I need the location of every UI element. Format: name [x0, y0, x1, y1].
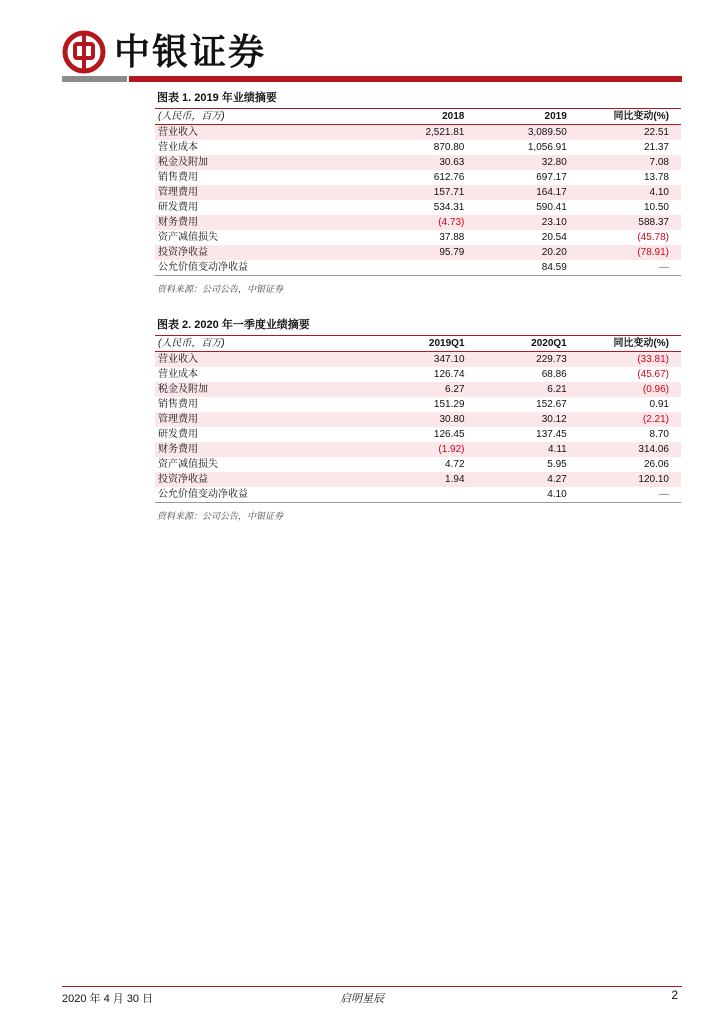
cell-value-a: 95.79: [378, 245, 480, 260]
cell-value-change: (2.21): [583, 412, 681, 427]
figure-2-table: [155, 336, 681, 503]
cell-value-a: 157.71: [378, 185, 480, 200]
cell-value-change: 0.91: [649, 399, 669, 410]
col-header-2019q1: 2019Q1: [378, 336, 480, 352]
table-row: [155, 245, 681, 260]
cell-value-change: (45.67): [637, 369, 669, 380]
cell-value-change: (78.91): [583, 245, 681, 260]
cell-value-b: 229.73: [481, 352, 583, 368]
footer-rule: [62, 986, 682, 987]
cell-value-a: 4.72: [445, 459, 465, 470]
row-label: 营业收入: [155, 352, 378, 368]
cell-value-a: 347.10: [378, 352, 480, 368]
row-label: 财务费用: [155, 215, 378, 230]
cell-value-change: 10.50: [643, 202, 669, 213]
cell-value-b: 20.54: [541, 232, 567, 243]
table-row: [155, 457, 681, 472]
cell-value-a: [378, 260, 480, 276]
table-row: [155, 412, 681, 427]
table-row: [155, 140, 681, 155]
footer-date: 2020 年 4 月 30 日: [62, 993, 154, 1005]
row-label: 营业成本: [158, 369, 198, 380]
col-header-yoy: 同比变动(%): [583, 336, 681, 352]
cell-value-change: 7.08: [583, 155, 681, 170]
cell-value-b: 1,056.91: [527, 142, 567, 153]
cell-value-b: 84.59: [480, 260, 582, 276]
cell-value-a: 1.94: [378, 472, 480, 487]
table-row: [155, 367, 681, 382]
cell-value-change: 26.06: [643, 459, 669, 470]
table-row: [155, 382, 681, 397]
cell-value-change: 314.06: [583, 442, 681, 457]
row-label: 销售费用: [158, 399, 198, 410]
col-header-2019: 2019: [480, 109, 582, 125]
unit-label: (人民币，百万): [155, 109, 378, 125]
table-row: [155, 185, 681, 200]
table-row: [155, 170, 681, 185]
cell-value-b: 23.10: [480, 215, 582, 230]
row-label: 管理费用: [155, 412, 378, 427]
cell-value-a: 612.76: [433, 172, 465, 183]
cell-value-a: 534.31: [433, 202, 465, 213]
figure-2-title: 图表 2. 2020 年一季度业绩摘要: [155, 315, 681, 336]
cell-value-change: (33.81): [583, 352, 681, 368]
cell-value-change: 8.70: [649, 429, 669, 440]
row-label: 税金及附加: [155, 382, 378, 397]
figure-1: [155, 88, 681, 295]
row-label: 公允价值变动净收益: [155, 487, 378, 503]
cell-value-b: 164.17: [480, 185, 582, 200]
col-header-2020q1: 2020Q1: [481, 336, 583, 352]
cell-value-change: —: [583, 487, 681, 503]
row-label: 管理费用: [155, 185, 378, 200]
table-header-row: [155, 336, 681, 352]
cell-value-a: 151.29: [433, 399, 465, 410]
row-label: 公允价值变动净收益: [155, 260, 378, 276]
page-number: 2: [671, 988, 678, 1002]
figure-1-source: 资料来源：公司公告，中银证券: [157, 284, 284, 294]
cell-value-change: 588.37: [583, 215, 681, 230]
table-row: [155, 427, 681, 442]
cell-value-change: —: [583, 260, 681, 276]
cell-value-change: 13.78: [643, 172, 669, 183]
cell-value-a: 37.88: [439, 232, 465, 243]
table-row: [155, 397, 681, 412]
figure-1-table: [155, 109, 681, 276]
table-row: [155, 215, 681, 230]
cell-value-b: 5.95: [547, 459, 567, 470]
row-label: 资产减值损失: [158, 232, 218, 243]
cell-value-a: 870.80: [433, 142, 465, 153]
col-header-yoy: 同比变动(%): [583, 109, 681, 125]
brand-name: 中银证券: [114, 31, 267, 73]
row-label: 财务费用: [155, 442, 378, 457]
table-header-row: [155, 109, 681, 125]
cell-value-change: 4.10: [583, 185, 681, 200]
row-label: 营业收入: [155, 125, 378, 141]
cell-value-a: 30.63: [378, 155, 480, 170]
row-label: 投资净收益: [155, 472, 378, 487]
cell-value-b: 697.17: [536, 172, 567, 183]
cell-value-a: 6.27: [378, 382, 480, 397]
table-row: [155, 487, 681, 503]
footer-title: 启明星辰: [340, 993, 384, 1005]
cell-value-change: 120.10: [583, 472, 681, 487]
cell-value-b: 30.12: [481, 412, 583, 427]
table-row: [155, 442, 681, 457]
cell-value-change: 22.51: [583, 125, 681, 141]
table-row: [155, 472, 681, 487]
cell-value-b: 4.10: [481, 487, 583, 503]
header-rule-red: [129, 76, 682, 82]
col-header-2018: 2018: [378, 109, 480, 125]
figure-2-source: 资料来源：公司公告，中银证券: [157, 511, 284, 521]
table-row: [155, 125, 681, 141]
header-rule-grey: [62, 76, 127, 82]
unit-label: (人民币，百万): [155, 336, 378, 352]
cell-value-b: 6.21: [481, 382, 583, 397]
row-label: 研发费用: [158, 429, 198, 440]
cell-value-a: [378, 487, 480, 503]
cell-value-a: 30.80: [378, 412, 480, 427]
cell-value-b: 4.11: [481, 442, 583, 457]
row-label: 税金及附加: [155, 155, 378, 170]
table-row: [155, 155, 681, 170]
table-row: [155, 352, 681, 368]
figure-1-title: 图表 1. 2019 年业绩摘要: [155, 88, 681, 109]
cell-value-b: 4.27: [481, 472, 583, 487]
cell-value-change: 21.37: [643, 142, 669, 153]
cell-value-b: 68.86: [541, 369, 567, 380]
row-label: 资产减值损失: [158, 459, 218, 470]
row-label: 投资净收益: [155, 245, 378, 260]
figure-2: [155, 315, 681, 522]
cell-value-b: 20.20: [480, 245, 582, 260]
bank-of-china-logo-icon: [62, 30, 106, 74]
row-label: 营业成本: [158, 142, 198, 153]
cell-value-b: 152.67: [536, 399, 567, 410]
table-row: [155, 200, 681, 215]
cell-value-b: 590.41: [536, 202, 567, 213]
cell-value-b: 3,089.50: [480, 125, 582, 141]
cell-value-a: (4.73): [378, 215, 480, 230]
row-label: 研发费用: [158, 202, 198, 213]
cell-value-a: 126.45: [433, 429, 465, 440]
cell-value-a: (1.92): [378, 442, 480, 457]
table-row: [155, 230, 681, 245]
report-header: [62, 30, 682, 82]
row-label: 销售费用: [158, 172, 198, 183]
cell-value-change: (0.96): [583, 382, 681, 397]
table-row: [155, 260, 681, 276]
cell-value-b: 32.80: [480, 155, 582, 170]
cell-value-a: 126.74: [433, 369, 465, 380]
cell-value-b: 137.45: [536, 429, 567, 440]
cell-value-a: 2,521.81: [378, 125, 480, 141]
cell-value-change: (45.78): [637, 232, 669, 243]
